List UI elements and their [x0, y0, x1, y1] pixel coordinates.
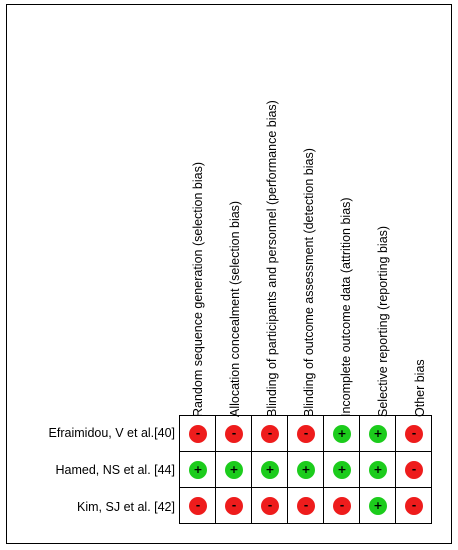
rating-cell	[323, 451, 360, 488]
rating-cell	[251, 487, 288, 524]
rating-symbol: -	[411, 499, 417, 512]
domain-header	[216, 5, 253, 418]
high-risk-icon	[405, 497, 423, 515]
rating-symbol: -	[267, 427, 273, 440]
domain-header	[364, 5, 401, 418]
rating-symbol: -	[267, 499, 273, 512]
domain-header	[179, 5, 216, 418]
low-risk-icon	[333, 461, 351, 479]
rating-cell	[359, 487, 396, 524]
rating-cell	[395, 487, 432, 524]
domain-header	[290, 5, 327, 418]
low-risk-icon	[225, 461, 243, 479]
rating-cell	[179, 487, 216, 524]
domain-header	[253, 5, 290, 418]
rating-symbol: +	[373, 499, 383, 512]
risk-of-bias-summary	[6, 4, 452, 544]
domain-header-label: Allocation concealment (selection bias)	[227, 200, 242, 417]
rating-cell	[287, 487, 324, 524]
rating-cell	[215, 415, 252, 452]
rating-cell	[395, 451, 432, 488]
high-risk-icon	[225, 497, 243, 515]
low-risk-icon	[189, 461, 207, 479]
domain-header-label: Random sequence generation (selection bias)	[190, 161, 205, 417]
rating-cell	[287, 415, 324, 452]
study-label: Efraimidou, V et al.[40]	[48, 426, 175, 440]
rating-cell	[251, 451, 288, 488]
rating-cell	[215, 487, 252, 524]
rating-symbol: +	[373, 463, 383, 476]
rating-cell	[251, 415, 288, 452]
high-risk-icon	[189, 497, 207, 515]
low-risk-icon	[369, 497, 387, 515]
high-risk-icon	[405, 425, 423, 443]
rating-symbol: -	[303, 427, 309, 440]
low-risk-icon	[369, 425, 387, 443]
rating-cell	[179, 415, 216, 452]
rating-symbol: -	[231, 427, 237, 440]
rating-symbol: -	[231, 499, 237, 512]
rating-symbol: +	[193, 463, 203, 476]
rating-cell	[395, 415, 432, 452]
rating-symbol: +	[373, 427, 383, 440]
high-risk-icon	[225, 425, 243, 443]
rating-symbol: +	[229, 463, 239, 476]
rating-symbol: -	[411, 427, 417, 440]
domain-header-label: Blinding of outcome assessment (detection bias)	[301, 148, 316, 417]
rating-symbol: -	[303, 499, 309, 512]
rating-symbol: +	[301, 463, 311, 476]
high-risk-icon	[333, 497, 351, 515]
high-risk-icon	[189, 425, 207, 443]
domain-header-label: Selective reporting (reporting bias)	[375, 225, 390, 417]
low-risk-icon	[261, 461, 279, 479]
rating-cell	[179, 451, 216, 488]
high-risk-icon	[297, 497, 315, 515]
high-risk-icon	[297, 425, 315, 443]
domain-header-label: Other bias	[412, 359, 427, 417]
study-label: Kim, SJ et al. [42]	[77, 500, 175, 514]
rating-symbol: +	[337, 427, 347, 440]
rating-symbol: +	[265, 463, 275, 476]
rating-symbol: -	[195, 427, 201, 440]
rating-grid	[179, 415, 438, 526]
rating-symbol: -	[411, 463, 417, 476]
rating-cell	[215, 451, 252, 488]
rating-symbol: +	[337, 463, 347, 476]
domain-header	[401, 5, 438, 418]
low-risk-icon	[297, 461, 315, 479]
high-risk-icon	[405, 461, 423, 479]
rating-cell	[359, 415, 396, 452]
low-risk-icon	[369, 461, 387, 479]
low-risk-icon	[333, 425, 351, 443]
high-risk-icon	[261, 497, 279, 515]
domain-header-label: Incomplete outcome data (attrition bias)	[338, 197, 353, 417]
rating-cell	[287, 451, 324, 488]
rating-cell	[359, 451, 396, 488]
rating-symbol: -	[339, 499, 345, 512]
rating-cell	[323, 415, 360, 452]
rating-symbol: -	[195, 499, 201, 512]
study-label: Hamed, NS et al. [44]	[55, 463, 175, 477]
domain-header	[327, 5, 364, 418]
domain-header-label: Blinding of participants and personnel (performance bias)	[264, 100, 279, 417]
high-risk-icon	[261, 425, 279, 443]
rating-cell	[323, 487, 360, 524]
